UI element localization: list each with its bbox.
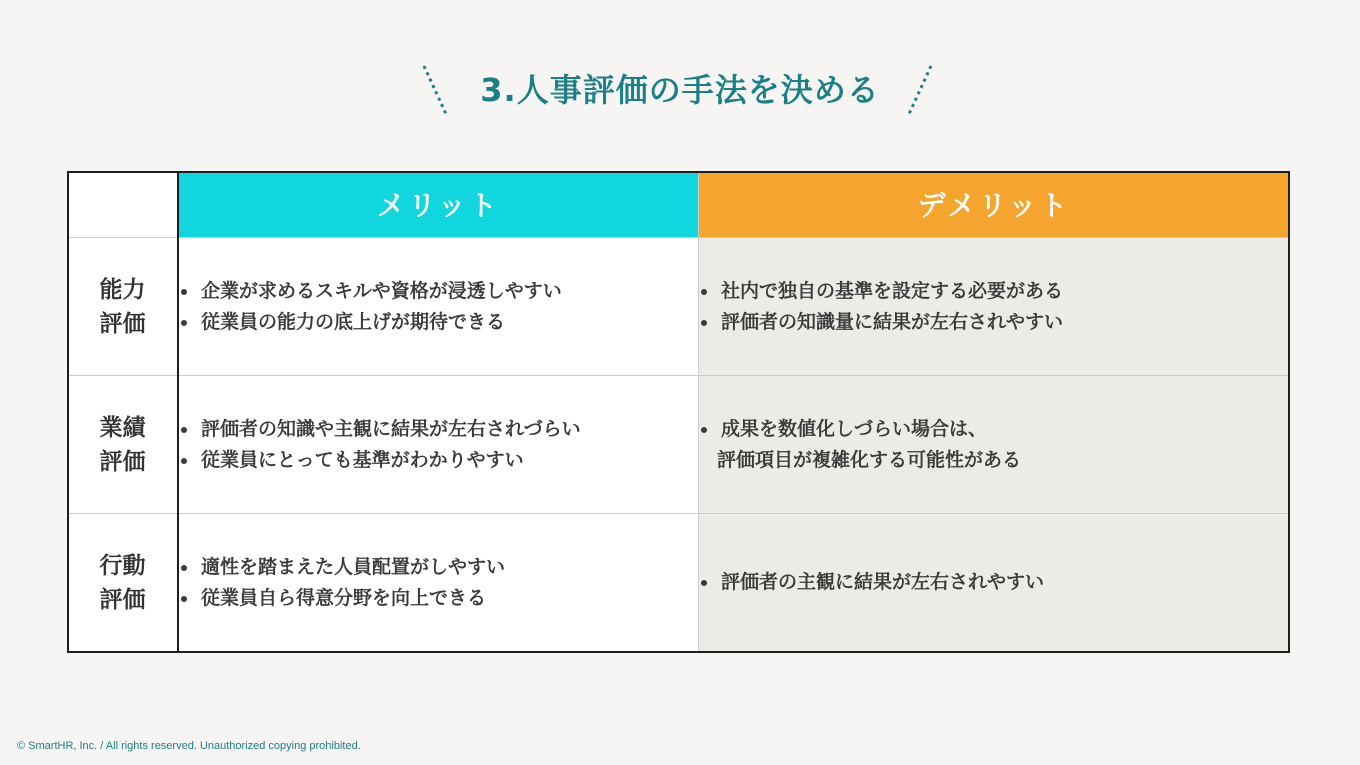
copyright-footer: © SmartHR, Inc. / All rights reserved. Unauthorized copying prohibited. [17,740,361,752]
row-header-line: 評価 [99,448,146,475]
table-row [67,514,1289,652]
row-header-performance [67,376,179,514]
header-blank-cell [67,171,179,238]
list-item-continuation: 評価項目が複雑化する可能性がある [717,448,1022,471]
list-item: 成果を数値化しづらい場合は、 [699,414,1289,445]
merit-cell [179,514,699,652]
row-header-line: 評価 [99,586,146,613]
page-title: 3.人事評価の手法を決める [480,71,880,109]
list-item: 適性を踏まえた人員配置がしやすい [179,552,698,583]
list-item: 社内で独自の基準を設定する必要がある [699,276,1289,307]
decorative-dashes-right [905,62,935,118]
list-item: 企業が求めるスキルや資格が浸透しやすい [179,276,698,307]
title-area [0,62,1360,118]
list-item: 従業員の能力の底上げが期待できる [179,307,698,338]
merit-header: メリット [179,171,699,238]
row-header-behavior [67,514,179,652]
list-item: 評価者の主観に結果が左右されやすい [699,567,1289,598]
demerit-header: デメリット [699,171,1290,238]
list-item: 評価者の知識量に結果が左右されやすい [699,307,1289,338]
row-header-line: 評価 [99,310,146,337]
row-header-line: 業績 [99,414,146,441]
merit-cell [179,376,699,514]
list-item: 従業員にとっても基準がわかりやすい [179,445,698,476]
row-header-line: 行動 [99,552,146,579]
table-header-row [67,171,1289,238]
merit-cell [179,238,699,376]
demerit-cell [699,376,1290,514]
row-header-line: 能力 [99,276,146,303]
list-item: 従業員自ら得意分野を向上できる [179,583,698,614]
table-row [67,238,1289,376]
demerit-cell [699,514,1290,652]
row-header-ability [67,238,179,376]
list-item: 評価者の知識や主観に結果が左右されづらい [179,414,698,445]
demerit-cell [699,238,1290,376]
table-row [67,376,1289,514]
comparison-table [67,171,1289,651]
